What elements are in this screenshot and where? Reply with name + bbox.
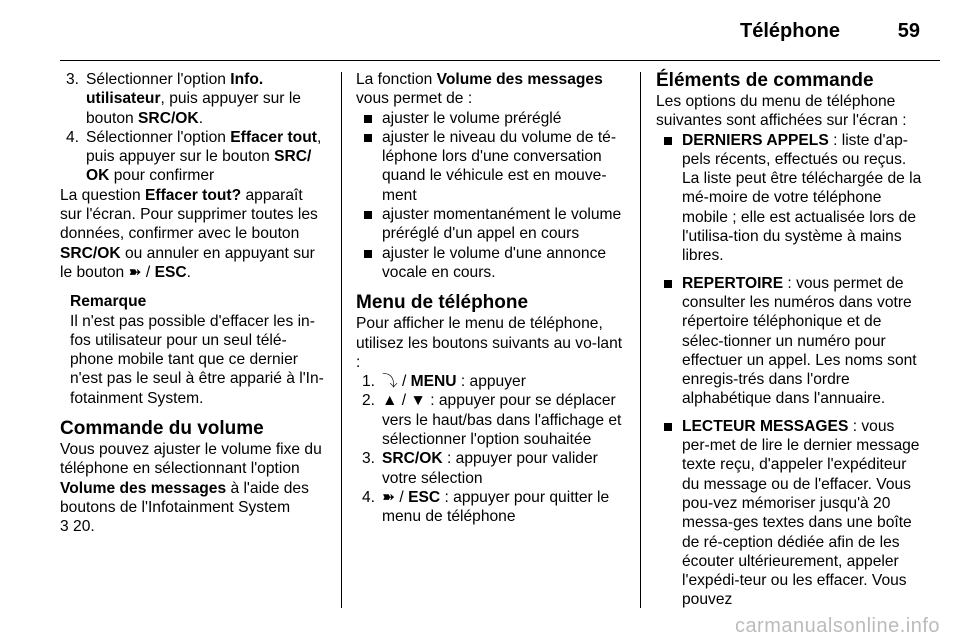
menu-step-1: 1. ⤵ / MENU : appuyer xyxy=(362,373,526,391)
page-ref-icon: 3 xyxy=(60,518,69,536)
section-heading-elements: Éléments de commande xyxy=(656,70,874,91)
page-number: 59 xyxy=(897,20,920,42)
column-divider-2 xyxy=(640,72,641,608)
menu-step-2: 2. ▲ / ▼ : appuyer pour se déplacer vers le haut/bas dans l'affichage et sélectionner l'option souhaitée xyxy=(362,392,622,449)
bullet-square-icon xyxy=(364,211,372,219)
back-icon: ➽ xyxy=(382,488,396,506)
step-4: 4. Sélectionner l'option Effacer tout, puis appuyer sur le bouton SRC/ OK pour confirmer xyxy=(66,128,322,185)
paragraph-elements: Les options du menu de téléphone suivantes sont affichées sur l'écran : xyxy=(656,93,907,130)
menu-step-3: 3. SRC/OK : appuyer pour valider votre sélection xyxy=(362,450,598,487)
bullet-square-icon xyxy=(364,134,372,142)
bullet-item: ajuster le volume préréglé xyxy=(356,109,624,128)
bullet-square-icon xyxy=(364,250,372,258)
section-heading-volume: Commande du volume xyxy=(60,418,264,440)
bullet-square-icon xyxy=(664,137,672,145)
header-rule xyxy=(60,60,940,61)
paragraph-effacer: La question Effacer tout? apparaît sur l'écran. Pour supprimer toutes les données, confirmer avec le bouton SRC/OK ou annuler en appuyant sur le bouton ➽ / ESC. xyxy=(60,186,318,281)
menu-step-4: 4. ➽ / ESC : appuyer pour quitter le menu de téléphone xyxy=(362,488,610,526)
back-icon: ➽ xyxy=(128,263,142,281)
column-divider-1 xyxy=(341,72,342,608)
bullet-square-icon xyxy=(664,423,672,431)
note-box xyxy=(70,292,328,408)
paragraph-menu: Pour afficher le menu de téléphone, utilisez les boutons suivants au vo-lant : xyxy=(356,315,623,371)
column-3 xyxy=(656,70,924,610)
phone-icon: ⤵ xyxy=(382,373,398,391)
menu-option-lecteur-messages: LECTEUR MESSAGES : vous per-met de lire le dernier message texte reçu, d'appeler l'expéditeur du message ou de l'effacer. Vous pou-vez mémoriser jusqu'à 20 messa-ges textes dans une boîte de ré-ception dédiée afin de les écouter ultérieurement, appeler l'expédi-teur ou les effacer. Vous pouvez xyxy=(656,417,924,610)
page-title: Téléphone xyxy=(739,20,840,42)
menu-option-repertoire: REPERTOIRE : vous permet de consulter les numéros dans votre répertoire téléphonique et de sélec-tionner un numéro pour effectuer un appel. Les noms sont enregis-trés dans l'ordre alphabétique dans l'annuaire. xyxy=(656,274,924,409)
paragraph-intro: La fonction Volume des messages vous permet de : xyxy=(356,71,603,108)
bullet-item: ajuster le niveau du volume de té-léphone lors d'une conversation quand le véhicule est en mouve-ment xyxy=(356,128,624,205)
column-1 xyxy=(60,70,328,537)
step-number: 4. xyxy=(66,128,80,146)
column-2 xyxy=(356,70,624,527)
up-down-arrow-icon: ▲ / ▼ xyxy=(382,392,426,410)
note-title: Remarque xyxy=(70,293,147,311)
bullet-square-icon xyxy=(364,115,372,123)
note-text: Il n'est pas possible d'effacer les in-fos utilisateur pour un seul télé-phone mobile tant que ce dernier n'est pas le seul à être apparié à l'In-fotainment System. xyxy=(70,312,324,407)
option-effacer-tout: Effacer tout xyxy=(230,128,317,146)
bullet-item: ajuster momentanément le volume préréglé d'un appel en cours xyxy=(356,205,624,244)
bullet-square-icon xyxy=(664,280,672,288)
button-src-ok: SRC/OK xyxy=(138,109,199,127)
watermark: carmanualsonline.info xyxy=(734,615,940,637)
section-heading-menu: Menu de téléphone xyxy=(356,292,529,314)
step-3: 3. Sélectionner l'option Info. utilisateur, puis appuyer sur le bouton SRC/OK. xyxy=(66,71,301,127)
bullet-item: ajuster le volume d'une annonce vocale en cours. xyxy=(356,244,624,283)
step-number: 3. xyxy=(66,71,80,88)
option-info-utilisateur: Info. utilisateur xyxy=(86,71,264,108)
paragraph-volume: Vous pouvez ajuster le volume fixe du téléphone en sélectionnant l'option Volume des messages à l'aide des boutons de l'Infotainment System 3 20. xyxy=(60,441,322,536)
button-src-ok: SRC/ OK xyxy=(86,148,312,185)
page-header xyxy=(0,0,960,60)
menu-option-derniers-appels: DERNIERS APPELS : liste d'ap-pels récents, effectués ou reçus. La liste peut être téléchargée de la mé-moire de votre téléphone mobile ; elle est actualisée lors de l'utilisa-tion du système à mains libres. xyxy=(656,131,924,266)
